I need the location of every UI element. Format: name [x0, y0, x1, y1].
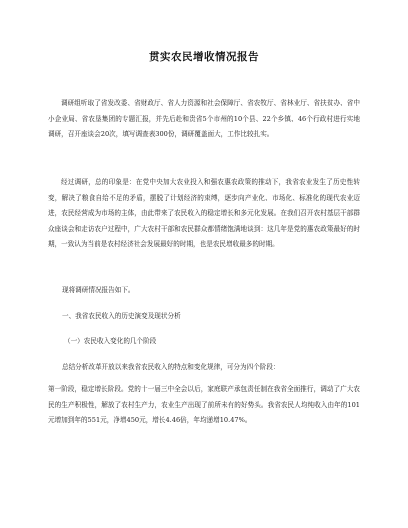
paragraph-stage-summary: 总结分析改革开放以来我省农民收入的特点和变化规律，可分为四个阶段： — [62, 363, 280, 371]
paragraph-impression: 经过调研，总的印象是：在党中央加大农业投入和强农惠农政策的推动下，我省农业发生了历史性转变，解决了粮食自给不足的矛盾，摆脱了计划经济的束缚，逐步向产业化、市场化、标准化的现代农业迈进，农民经营成为市场的主体，由此带来了农民收入的稳定增长和多元化发展。在我们召开农村基层干部群众座谈会和走访农户过程中，广大农村干部和农民群众都情绪饱满地谈到：这几年是党的惠农政策最好的时期，一致认为当前是农村经济社会发展最好的时期，也是农民增收最多的时期。 — [48, 178, 360, 248]
paragraph-stage-one: 第一阶段，稳定增长阶段。党的十一届三中全会以后，家庭联产承包责任制在我省全面推行，调动了广大农民的生产积极性，解放了农村生产力，农业生产出现了前所未有的好势头。我省农民人均纯收入由年的101元增加到年的551元，净增450元，增长4.46倍，年均递增10.47%。 — [48, 385, 360, 424]
subsection-heading-1: （一）农民收入变化的几个阶段 — [64, 337, 157, 345]
section-heading-1: 一、我省农民收入的历史演变及现状分析 — [62, 312, 181, 320]
document-title: 贯实农民增收情况报告 — [149, 51, 259, 63]
paragraph-survey-overview: 调研组听取了省发改委、省财政厅、省人力资源和社会保障厅、省农牧厅、省林业厅、省扶贫办、省中小企业局、省农垦集团的专题汇报，并先后赴和贵省5个市州的10个县、22个乡镇、46个行政村进行实地调研，召开座谈会20次，填写调查表300份，调研覆盖面大，工作比较扎实。 — [48, 99, 360, 138]
paragraph-report-intro: 现将调研情况报告如下。 — [62, 286, 135, 294]
